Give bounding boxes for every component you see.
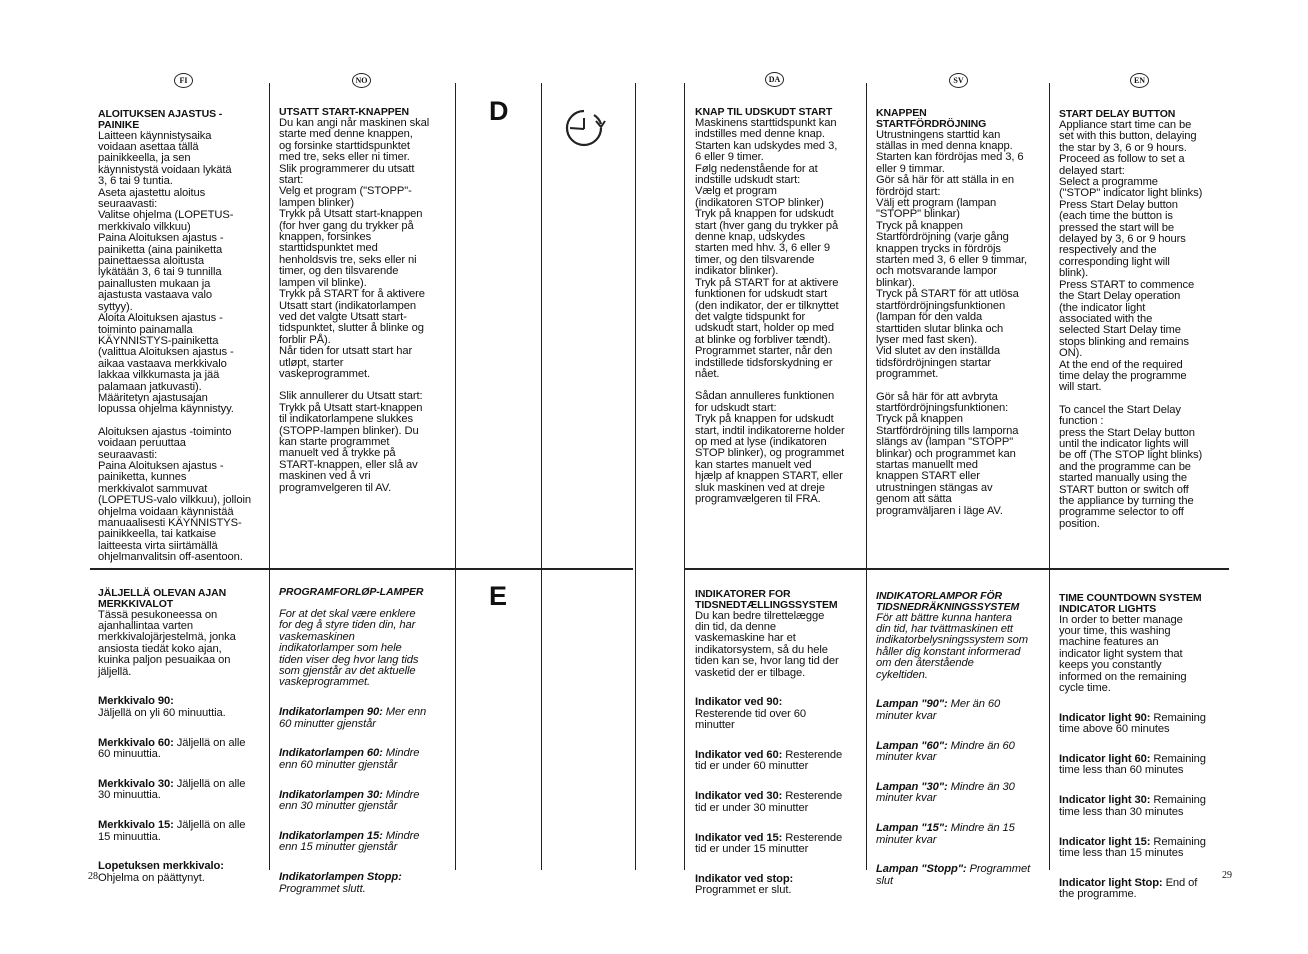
da-indicator-60: Indikator ved 60: Resterende tid er under 60 minutter bbox=[695, 749, 843, 773]
en-top-body: Appliance start time can be set with this button, delaying the star by 3, 6 or 9 hours. Proceed as follow to set a delayed start: Select a programme ("STOP" indicator light blinks) Press Start Delay button (each time the button is pressed the start will be delayed by 3, 6 or 9 hours respectively and the corresponding light will blink). Press START to commence the Start Delay operation (the indicator light associated with the selected Start Delay time stops blinking and remains ON). At the end of the required time delay the programme will start. bbox=[1059, 119, 1203, 394]
divider bbox=[455, 83, 456, 870]
no-top-body2: Slik annullerer du Utsatt start: Trykk på Utsatt start-knappen til indikatorlampene slukkes (STOPP-lampen blinker). Du kan starte programmet manuelt ved å trykke på START-knappen, eller slå av maskinen ved å vri programvelgeren til AV. bbox=[279, 390, 423, 494]
clock-delay-icon bbox=[562, 106, 606, 150]
divider bbox=[866, 83, 867, 870]
no-indicator-90: Indikatorlampen 90: Mer enn 60 minutter gjenstår bbox=[279, 706, 427, 730]
lang-badge-fi: FI bbox=[174, 73, 193, 88]
fi-indicator-stop: Lopetuksen merkkivalo: Ohjelma on päättynyt. bbox=[98, 860, 224, 884]
fi-bottom-section bbox=[98, 577, 266, 896]
page-number-right: 29 bbox=[1222, 870, 1232, 881]
en-top-section bbox=[1059, 98, 1227, 542]
no-indicator-15: Indikatorlampen 15: Mindre enn 15 minutter gjenstår bbox=[279, 829, 420, 854]
da-bottom-body: Du kan bedre tilrettelægge din tid, da denne vaskemaskine har et indikatorsystem, så du hele tiden kan se, hvor lang tid der vasketid der er tilbage. bbox=[695, 609, 839, 679]
sv-top-body: Utrustningens starttid kan ställas in med denna knapp. Starten kan fördröjas med 3, 6 eller 9 timmar. Gör så här för att ställa in en fördröjd start: Välj ett program (lampan "STOPP" blinkar) Tryck på knappen Startfördröjning (varje gång knappen trycks in fördröjs starten med 3, 6 eller 9 timmar, och motsvarande lampor blinkar). Tryck på START för att utlösa startfördröjningsfunktionen (lampan för den valda starttiden slutar blinka och lyser med fast sken). Vid slutet av den inställda tidsfördröjningen startar programmet. bbox=[876, 128, 1027, 381]
en-bottom-section bbox=[1059, 582, 1227, 912]
no-bottom-section bbox=[279, 576, 454, 906]
da-indicator-30: Indikator ved 30: Resterende tid er under 30 minutter bbox=[695, 790, 843, 814]
en-bottom-body: In order to better manage your time, this washing machine features an indicator light system that keeps you constantly informed on the remaining cycle time. bbox=[1059, 613, 1187, 695]
fi-indicator-60: Merkkivalo 60: Jäljellä on alle 60 minuuttia. bbox=[98, 736, 246, 761]
da-top-title: KNAP TIL UDSKUDT START bbox=[695, 106, 833, 119]
fi-bottom-title: JÄLJELLÄ OLEVAN AJAN MERKKIVALOT bbox=[98, 587, 227, 610]
divider bbox=[635, 83, 636, 870]
en-bottom-title: TIME COUNTDOWN SYSTEM INDICATOR LIGHTS bbox=[1059, 592, 1202, 615]
no-bottom-title: PROGRAMFORLØP-LAMPER bbox=[279, 586, 424, 599]
page-number-left: 28 bbox=[88, 871, 98, 882]
section-letter-d: D bbox=[489, 96, 509, 126]
da-indicator-90: Indikator ved 90: Resterende tid over 60 minutter bbox=[695, 696, 806, 732]
sv-bottom-title: INDIKATORLAMPOR FÖR TIDSNEDRÄKNINGSSYSTEM bbox=[876, 590, 1020, 613]
fi-bottom-body: Tässä pesukoneessa on ajanhallintaa varten merkkivalojärjestelmä, jonka ansiosta tiedät koko ajan, kuinka paljon pesuaikaa on jäljellä. bbox=[98, 608, 236, 678]
section-letter-e: E bbox=[489, 581, 508, 611]
divider bbox=[269, 83, 270, 870]
sv-indicator-60: Lampan "60": Mindre än 60 minuter kvar bbox=[876, 739, 1015, 764]
sv-indicator-15: Lampan "15": Mindre än 15 minuter kvar bbox=[876, 822, 1015, 846]
da-top-body2: Sådan annulleres funktionen for udskudt start: Tryk på knappen for udskudt start, indtil indikatorerne holder op med at lyse (indikatoren STOP blinker), og programmet kan startes manuelt ved hjælp af knappen START, eller sluk maskinen ved at dreje programvælgeren til FRA. bbox=[695, 390, 845, 505]
fi-indicator-30: Merkkivalo 30: Jäljellä on alle 30 minuuttia. bbox=[98, 777, 246, 802]
divider bbox=[1049, 83, 1050, 870]
da-bottom-title: INDIKATORER FOR TIDSNEDTÆLLINGSSYSTEM bbox=[695, 588, 838, 611]
no-top-section bbox=[279, 96, 454, 505]
fi-top-section bbox=[98, 98, 266, 575]
no-indicator-stop: Indikatorlampen Stopp: Programmet slutt. bbox=[279, 871, 402, 895]
sv-top-section bbox=[876, 97, 1048, 528]
fi-top-body2: Aloituksen ajastus -toiminto voidaan peruuttaa seuraavasti: Paina Aloituksen ajastus - painiketta, kunnes merkkivalot sammuvat (LOPETUS-valo vilkkuu), jolloin ohjelma voidaan käynnistää manuaalisesti KÄYNNISTYS- painikkeella, tai katkaise laitteesta virta siirtämällä ohjelmanvalitsin off-asentoon. bbox=[98, 425, 251, 564]
lang-badge-no: NO bbox=[352, 73, 371, 88]
da-top-body: Maskinens starttidspunkt kan indstilles med denne knap. Starten kan udskydes med 3, 6 eller 9 timer. Følg nedenstående for at indstille udskudt start: Vælg et program (indikatoren STOP blinker) Tryk på knappen for udskudt start (hver gang du trykker på denne knap, udskydes starten med hhv. 3, 6 eller 9 timer, og den tilsvarende indikator blinker). Tryk på START for at aktivere funktionen for udskudt start (den indikator, der er tilknyttet det valgte tidspunkt for udskudt start, holder op med at blinke og forbliver tændt). Programmet starter, når den indstillede tidsforskydning er nået. bbox=[695, 117, 839, 380]
da-bottom-section bbox=[695, 578, 865, 908]
sv-top-title: KNAPPEN STARTFÖRDRÖJNING bbox=[876, 107, 987, 130]
no-top-body: Du kan angi når maskinen skal starte med denne knappen, og forsinke starttidspunktet med tre, seks eller ni timer. Slik programmerer du utsatt start: Velg et program ("STOPP"- lampen blinker) Trykk på Utsatt start-knappen (for hver gang du trykker på knappen, forsinkes starttidspunktet med henholdsvis tre, seks eller ni timer, og den tilsvarende lampen vil blinke). Trykk på START for å aktivere Utsatt start (indikatorlampen ved det valgte Utsatt start- tidspunktet, slutter å blinke og forblir PÅ). Når tiden for utsatt start har utløpt, starter vaskeprogrammet. bbox=[279, 117, 430, 380]
lang-badge-en: EN bbox=[1130, 73, 1149, 88]
fi-indicator-15: Merkkivalo 15: Jäljellä on alle 15 minuuttia. bbox=[98, 819, 246, 843]
no-top-title: UTSATT START-KNAPPEN bbox=[279, 106, 410, 119]
en-top-body2: To cancel the Start Delay function : press the Start Delay button until the indicator lights will be off (The STOP light blinks) and the programme can be started manually using the START button or switch off the appliance by turning the programme selector to off position. bbox=[1059, 403, 1203, 530]
lang-badge-sv: SV bbox=[949, 73, 968, 88]
sv-indicator-30: Lampan "30": Mindre än 30 minuter kvar bbox=[876, 780, 1015, 805]
sv-bottom-body: För att bättre kunna hantera din tid, har tvättmaskinen ett indikatorbelysningssystem som håller dig konstant informerad om den återstående cykeltiden. bbox=[876, 611, 1028, 681]
en-indicator-90: Indicator light 90: Remaining time above 60 minutes bbox=[1059, 711, 1206, 736]
fi-top-body: Laitteen käynnistysaika voidaan asettaa tällä painikkeella, ja sen käynnistystä voidaan lykätä 3, 6 tai 9 tuntia. Aseta ajastettu aloitus seuraavasti: Valitse ohjelma (LOPETUS- merkkivalo vilkkuu) Paina Aloituksen ajastus - painiketta (aina painiketta painettaessa aloitusta lykätään 3, 6 tai 9 tunnilla painallusten mukaan ja ajastusta vastaava valo syttyy). Aloita Aloituksen ajastus - toiminto painamalla KÄYNNISTYS-painiketta (valittua Aloituksen ajastus - aikaa vastaava merkkivalo lakkaa vilkkumasta ja jää palamaan jatkuvasti). Määritetyn ajastusajan lopussa ohjelma käynnistyy. bbox=[98, 129, 234, 416]
fi-top-title: ALOITUKSEN AJASTUS - PAINIKE bbox=[98, 108, 223, 131]
sv-indicator-stop: Lampan "Stopp": Programmet slut bbox=[876, 863, 1031, 887]
no-bottom-body: For at det skal være enklere for deg å styre tiden din, har vaskemaskinen indikatorlamper som hele tiden viser deg hvor lang tids som gjenstår av det aktuelle vaskeprogrammet. bbox=[279, 608, 419, 689]
sv-top-body2: Gör så här för att avbryta startfördröjningsfunktionen: Tryck på knappen Startfördröjning tills lamporna slängs av (lampan "STOPP" blinkar) och programmet kan startas manuellt med knappen START eller utrustningen stängas av genom att sätta programväljaren i läge AV. bbox=[876, 390, 1019, 517]
da-indicator-15: Indikator ved 15: Resterende tid er under 15 minutter bbox=[695, 831, 843, 855]
en-indicator-60: Indicator light 60: Remaining time less than 60 minutes bbox=[1059, 753, 1206, 777]
sv-indicator-90: Lampan "90": Mer än 60 minuter kvar bbox=[876, 698, 1001, 722]
divider bbox=[541, 83, 542, 870]
da-indicator-stop: Indikator ved stop: Programmet er slut. bbox=[695, 872, 794, 897]
da-top-section bbox=[695, 96, 865, 517]
en-top-title: START DELAY BUTTON bbox=[1059, 108, 1176, 121]
section-divider bbox=[684, 568, 1229, 570]
en-indicator-stop: Indicator light Stop: End of the programme. bbox=[1059, 876, 1198, 901]
no-indicator-30: Indikatorlampen 30: Mindre enn 30 minutter gjenstår bbox=[279, 788, 420, 813]
en-indicator-30: Indicator light 30: Remaining time less than 30 minutes bbox=[1059, 794, 1206, 818]
divider bbox=[684, 83, 685, 870]
lang-badge-da: DA bbox=[765, 72, 784, 87]
en-indicator-15: Indicator light 15: Remaining time less than 15 minutes bbox=[1059, 835, 1206, 859]
no-indicator-60: Indikatorlampen 60: Mindre enn 60 minutter gjenstår bbox=[279, 747, 420, 771]
sv-bottom-section bbox=[876, 580, 1048, 899]
fi-indicator-90: Merkkivalo 90: Jäljellä on yli 60 minuuttia. bbox=[98, 695, 226, 719]
